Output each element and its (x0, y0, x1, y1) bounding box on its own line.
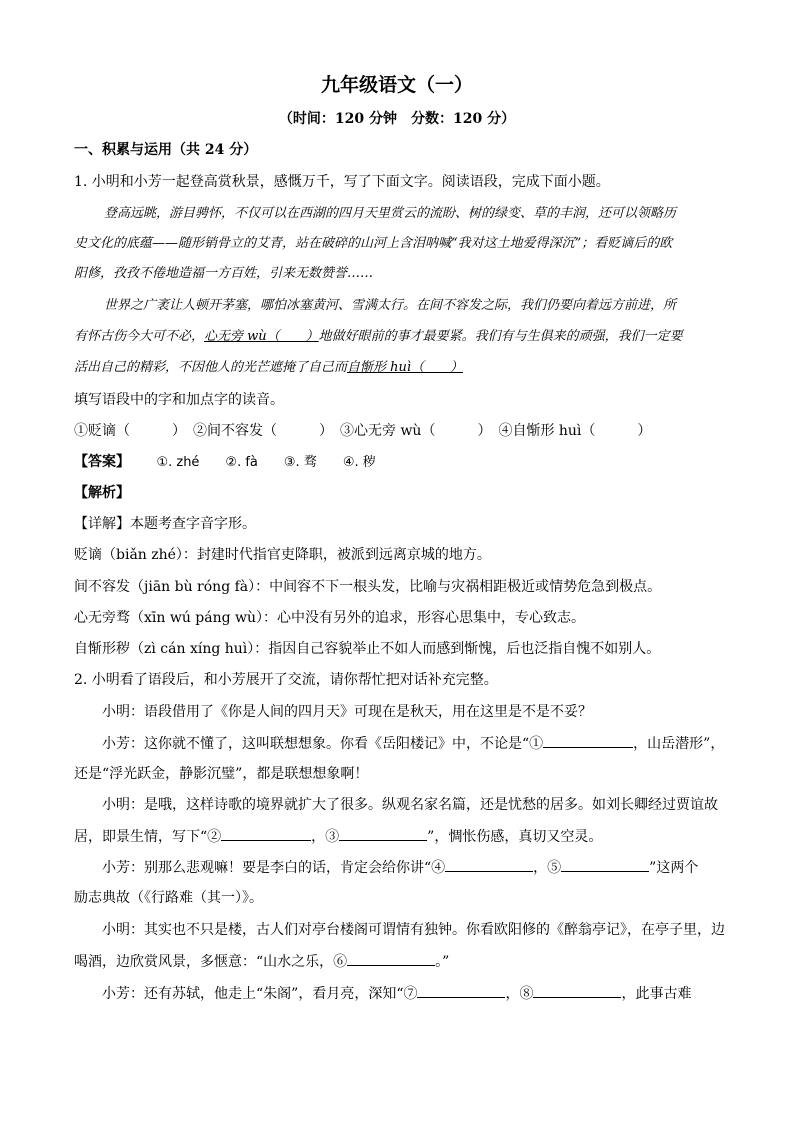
dialogue-text: ，此事古难 (621, 986, 692, 1002)
dialogue-text: 居，即景生情，写下“② (74, 829, 222, 845)
dialogue-text: ，山岳潜形”， (633, 736, 725, 752)
dialogue-text: ”，惆怅伤感，真切又空灵。 (427, 829, 603, 845)
explanation-line: 心无旁骛（xīn wú páng wù）：心中没有另外的追求，形容心思集中，专心致志。 (74, 610, 586, 626)
passage-line: 阳修，孜孜不倦地造福一方百姓，引来无数赞誉…… (74, 266, 374, 281)
explanation-line: 贬谪（biǎn zhé）：封建时代指官吏降职，被派到远离京城的地方。 (74, 547, 491, 563)
dialogue-line (102, 733, 724, 754)
options-line: ①贬谪（ ） ②间不容发（ ） ③心无旁 wù（ ） ④自惭形 huì（ ） (74, 423, 652, 439)
blank-4[interactable] (445, 857, 533, 872)
blank-wu[interactable]: 心无旁 wù（ ） (204, 329, 319, 344)
page-subtitle: （时间：120 分钟 分数：120 分） (278, 111, 516, 127)
dialogue-line: 还是“浮光跃金，静影沉璧”，都是联想想象啊！ (74, 766, 369, 782)
dialogue-text: ，③ (311, 829, 340, 845)
section-heading: 一、积累与运用（共 24 分） (74, 142, 258, 158)
passage-line (74, 327, 683, 347)
explanation-line: 间不容发（jiān bù róng fà）：中间容不下一根头发，比喻与灾祸相距极近或情势危急到极点。 (74, 579, 662, 595)
passage-text: 活出自己的精彩，不因他人的光芒遮掩了自己而 (74, 360, 348, 375)
detail-line: 【详解】本题考查字音字形。 (74, 516, 256, 532)
dialogue-text: ”这两个 (649, 860, 699, 876)
dialogue-line (102, 983, 691, 1004)
explanation-line: 自惭形秽（zì cán xíng huì）：指因自己容貌举止不如人而感到惭愧，后也泛指自愧不如别人。 (74, 641, 661, 657)
dialogue-line (74, 951, 449, 972)
dialogue-line (102, 857, 698, 878)
blank-3[interactable] (339, 826, 427, 841)
blank-hui[interactable]: 自惭形 huì（ ） (347, 360, 464, 375)
dialogue-line: 励志典故（《行路难（其一）》。 (74, 890, 263, 906)
instruction: 填写语段中的字和加点字的读音。 (74, 392, 284, 408)
dialogue-line: 小明：语段借用了《你是人间的四月天》可现在是秋天，用在这里是不是不妥？ (102, 704, 592, 720)
dialogue-text: 小芳：还有苏轼，他走上“朱阁”，看月亮，深知“⑦ (102, 986, 418, 1002)
dialogue-line (74, 826, 602, 847)
question-1-stem: 1. 小明和小芳一起登高赏秋景，感慨万千，写了下面文字。阅读语段，完成下面小题。 (74, 174, 610, 190)
blank-7[interactable] (417, 983, 505, 998)
passage-line: 世界之广袤让人顿开茅塞，哪怕冰塞黄河、雪满太行。在间不容发之际，我们仍要向着远方前进，所 (104, 298, 677, 313)
blank-6[interactable] (347, 951, 435, 966)
blank-1[interactable] (543, 733, 633, 748)
passage-line (74, 358, 463, 378)
passage-text: 地做好眼前的事才最要紧。我们有与生俱来的顽强，我们一定要 (318, 329, 683, 344)
dialogue-text: 喝酒，边欣赏风景，多惬意：“山水之乐，⑥ (74, 954, 348, 970)
dialogue-text: 小芳：这你就不懂了，这叫联想想象。你看《岳阳楼记》中，不论是“① (102, 736, 544, 752)
analysis-label: 【解析】 (74, 485, 130, 501)
dialogue-line: 小明：是哦，这样诗歌的境界就扩大了很多。纵观名家名篇，还是忧愁的居多。如刘长卿经过贾谊故 (102, 797, 718, 813)
question-2-stem: 2. 小明看了语段后，和小芳展开了交流，请你帮忙把对话补充完整。 (74, 672, 498, 688)
answer-line (74, 452, 376, 473)
dialogue-text: ，⑧ (505, 986, 534, 1002)
page-title: 九年级语文（一） (320, 74, 473, 96)
answer-values: ①. zhé ②. fà ③. 骛 ④. 秽 (156, 455, 376, 470)
dialogue-text: 。” (435, 954, 450, 970)
dialogue-text: ，⑤ (533, 860, 562, 876)
dialogue-line: 小明：其实也不只是楼，古人们对亭台楼阁可谓情有独钟。你看欧阳修的《醉翁亭记》，在亭子里，边 (102, 922, 725, 938)
passage-line: 史文化的底蕴——随形销骨立的艾青，站在破碎的山河上含泪呐喊“我对这土地爱得深沉”；看贬谪后的欧 (74, 236, 673, 251)
passage-text: 有怀古伤今大可不必， (74, 329, 205, 344)
blank-5[interactable] (561, 857, 649, 872)
dialogue-text: 小芳：别那么悲观嘛！要是李白的话，肯定会给你讲“④ (102, 860, 446, 876)
passage-line: 登高远眺，游目骋怀，不仅可以在西湖的四月天里赏云的流盼、树的绿变、草的丰润，还可以领略历 (104, 206, 677, 221)
blank-8[interactable] (533, 983, 621, 998)
blank-2[interactable] (221, 826, 311, 841)
answer-label: 【答案】 (74, 454, 130, 470)
